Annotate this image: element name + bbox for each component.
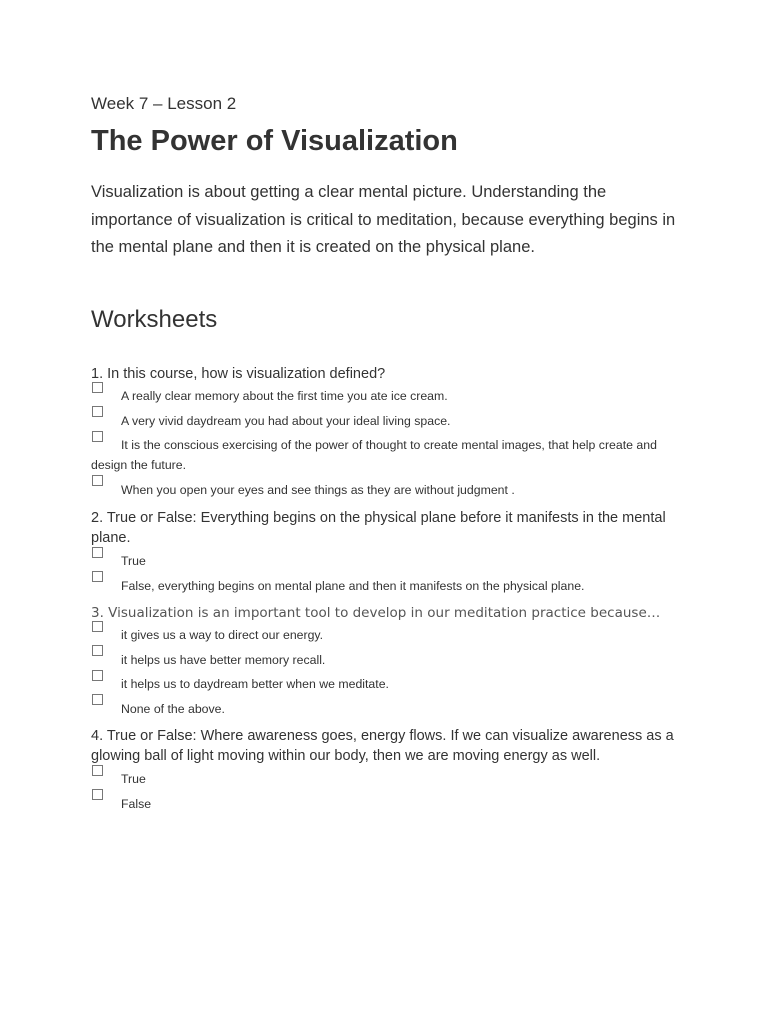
checkbox[interactable] [92, 547, 103, 558]
option-label: it helps us have better memory recall. [121, 652, 326, 667]
option-label: A very vivid daydream you had about your ideal living space. [121, 413, 451, 428]
option-list [91, 621, 691, 719]
option-item [91, 475, 691, 500]
question-3 [91, 603, 691, 719]
option-item [91, 789, 691, 814]
option-list [91, 382, 691, 500]
option-label: A really clear memory about the first time you ate ice cream. [121, 389, 448, 403]
question-4 [91, 726, 691, 814]
worksheets-heading: Worksheets [91, 305, 218, 333]
checkbox[interactable] [92, 789, 103, 800]
option-item [91, 621, 691, 646]
option-label: False [121, 796, 152, 811]
document-page [91, 93, 691, 814]
option-label: it helps us to daydream better when we meditate. [121, 677, 389, 691]
question-text: 1. In this course, how is visualization defined? [91, 365, 386, 382]
option-item [91, 431, 691, 476]
option-label: True [121, 554, 146, 568]
checkbox[interactable] [92, 765, 103, 776]
checkbox[interactable] [92, 475, 103, 486]
question-2 [91, 508, 691, 596]
option-label: False, everything begins on mental plane and then it manifests on the physical plane. [121, 578, 585, 593]
option-label: True [121, 772, 146, 786]
option-item [91, 571, 691, 596]
lesson-label: Week 7 – Lesson 2 [91, 94, 237, 113]
option-label: When you open your eyes and see things as they are without judgment . [121, 482, 515, 497]
option-list [91, 547, 691, 596]
question-text: 2. True or False: Everything begins on the physical plane before it manifests in the mental plane. [91, 509, 666, 546]
option-item [91, 547, 691, 572]
checkbox[interactable] [92, 406, 103, 417]
checkbox[interactable] [92, 645, 103, 656]
option-item [91, 382, 691, 407]
checkbox[interactable] [92, 431, 103, 442]
option-item [91, 645, 691, 670]
option-label: None of the above. [121, 701, 225, 716]
question-1 [91, 364, 691, 500]
option-item [91, 406, 691, 431]
checkbox[interactable] [92, 621, 103, 632]
checkbox[interactable] [92, 694, 103, 705]
option-label: it gives us a way to direct our energy. [121, 628, 324, 642]
checkbox[interactable] [92, 382, 103, 393]
option-label: It is the conscious exercising of the power of thought to create mental images, that help create and design the future. [91, 438, 657, 472]
option-item [91, 670, 691, 695]
question-text: 4. True or False: Where awareness goes, energy flows. If we can visualize awareness as a glowing ball of light moving within our body, then we are moving energy as well. [91, 727, 674, 764]
intro-paragraph: Visualization is about getting a clear mental picture. Understanding the importance of visualization is critical to meditation, because everything begins in the mental plane and then it is created on the physical plane. [91, 183, 676, 256]
page-title: The Power of Visualization [91, 125, 458, 157]
option-list [91, 765, 691, 814]
option-item [91, 694, 691, 719]
question-text: 3. Visualization is an important tool to develop in our meditation practice because… [91, 604, 661, 621]
checkbox[interactable] [92, 571, 103, 582]
option-item [91, 765, 691, 790]
checkbox[interactable] [92, 670, 103, 681]
